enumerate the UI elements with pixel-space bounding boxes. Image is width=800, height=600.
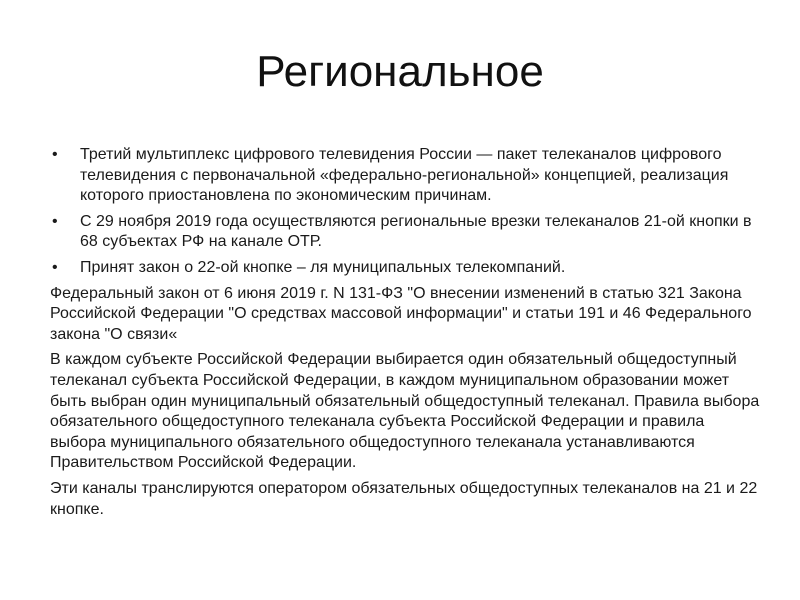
bullet-icon: •: [52, 258, 58, 276]
bullet-text: Третий мультиплекс цифрового телевидения России — пакет телеканалов цифрового телевидения с первоначальной «федерально-региональной» концепцией, реализация которого приостановлена по экономическим причинам.: [80, 146, 729, 205]
slide-title: Региональное: [256, 47, 544, 96]
bullet-icon: •: [52, 146, 58, 163]
channels-paragraph: Эти каналы транслируются оператором обязательных общедоступных телеканалов на 21 и 22 кнопке.: [50, 479, 758, 518]
slide-content: [50, 145, 762, 525]
bullet-item: [50, 145, 762, 207]
bullet-icon: •: [52, 212, 58, 230]
bullet-text: С 29 ноября 2019 года осуществляются региональные врезки телеканалов 21-ой кнопки в 68 субъектах РФ на канале ОТР.: [80, 212, 752, 251]
bullet-item: [50, 258, 762, 279]
bullet-list: [50, 145, 762, 279]
rules-paragraph: В каждом субъекте Российской Федерации выбирается один обязательный общедоступный телеканал субъекта Российской Федерации, в каждом муниципальном образовании может быть выбран один муниципальный обязательный общедоступный телеканал. Правила выбора обязательного общедоступного телеканала субъекта Российской Федерации и правила выбора муниципального обязательного общедоступного телеканала устанавливаются Правительством Российской Федерации.: [50, 351, 760, 472]
bullet-text: Принят закон о 22-ой кнопке – ля муниципальных телекомпаний.: [80, 258, 566, 276]
bullet-item: [50, 212, 762, 253]
law-paragraph: Федеральный закон от 6 июня 2019 г. N 131-ФЗ "О внесении изменений в статью 321 Закона Российской Федерации "О средствах массовой информации" и статьи 191 и 46 Федерального закона "О связи«: [50, 284, 752, 343]
